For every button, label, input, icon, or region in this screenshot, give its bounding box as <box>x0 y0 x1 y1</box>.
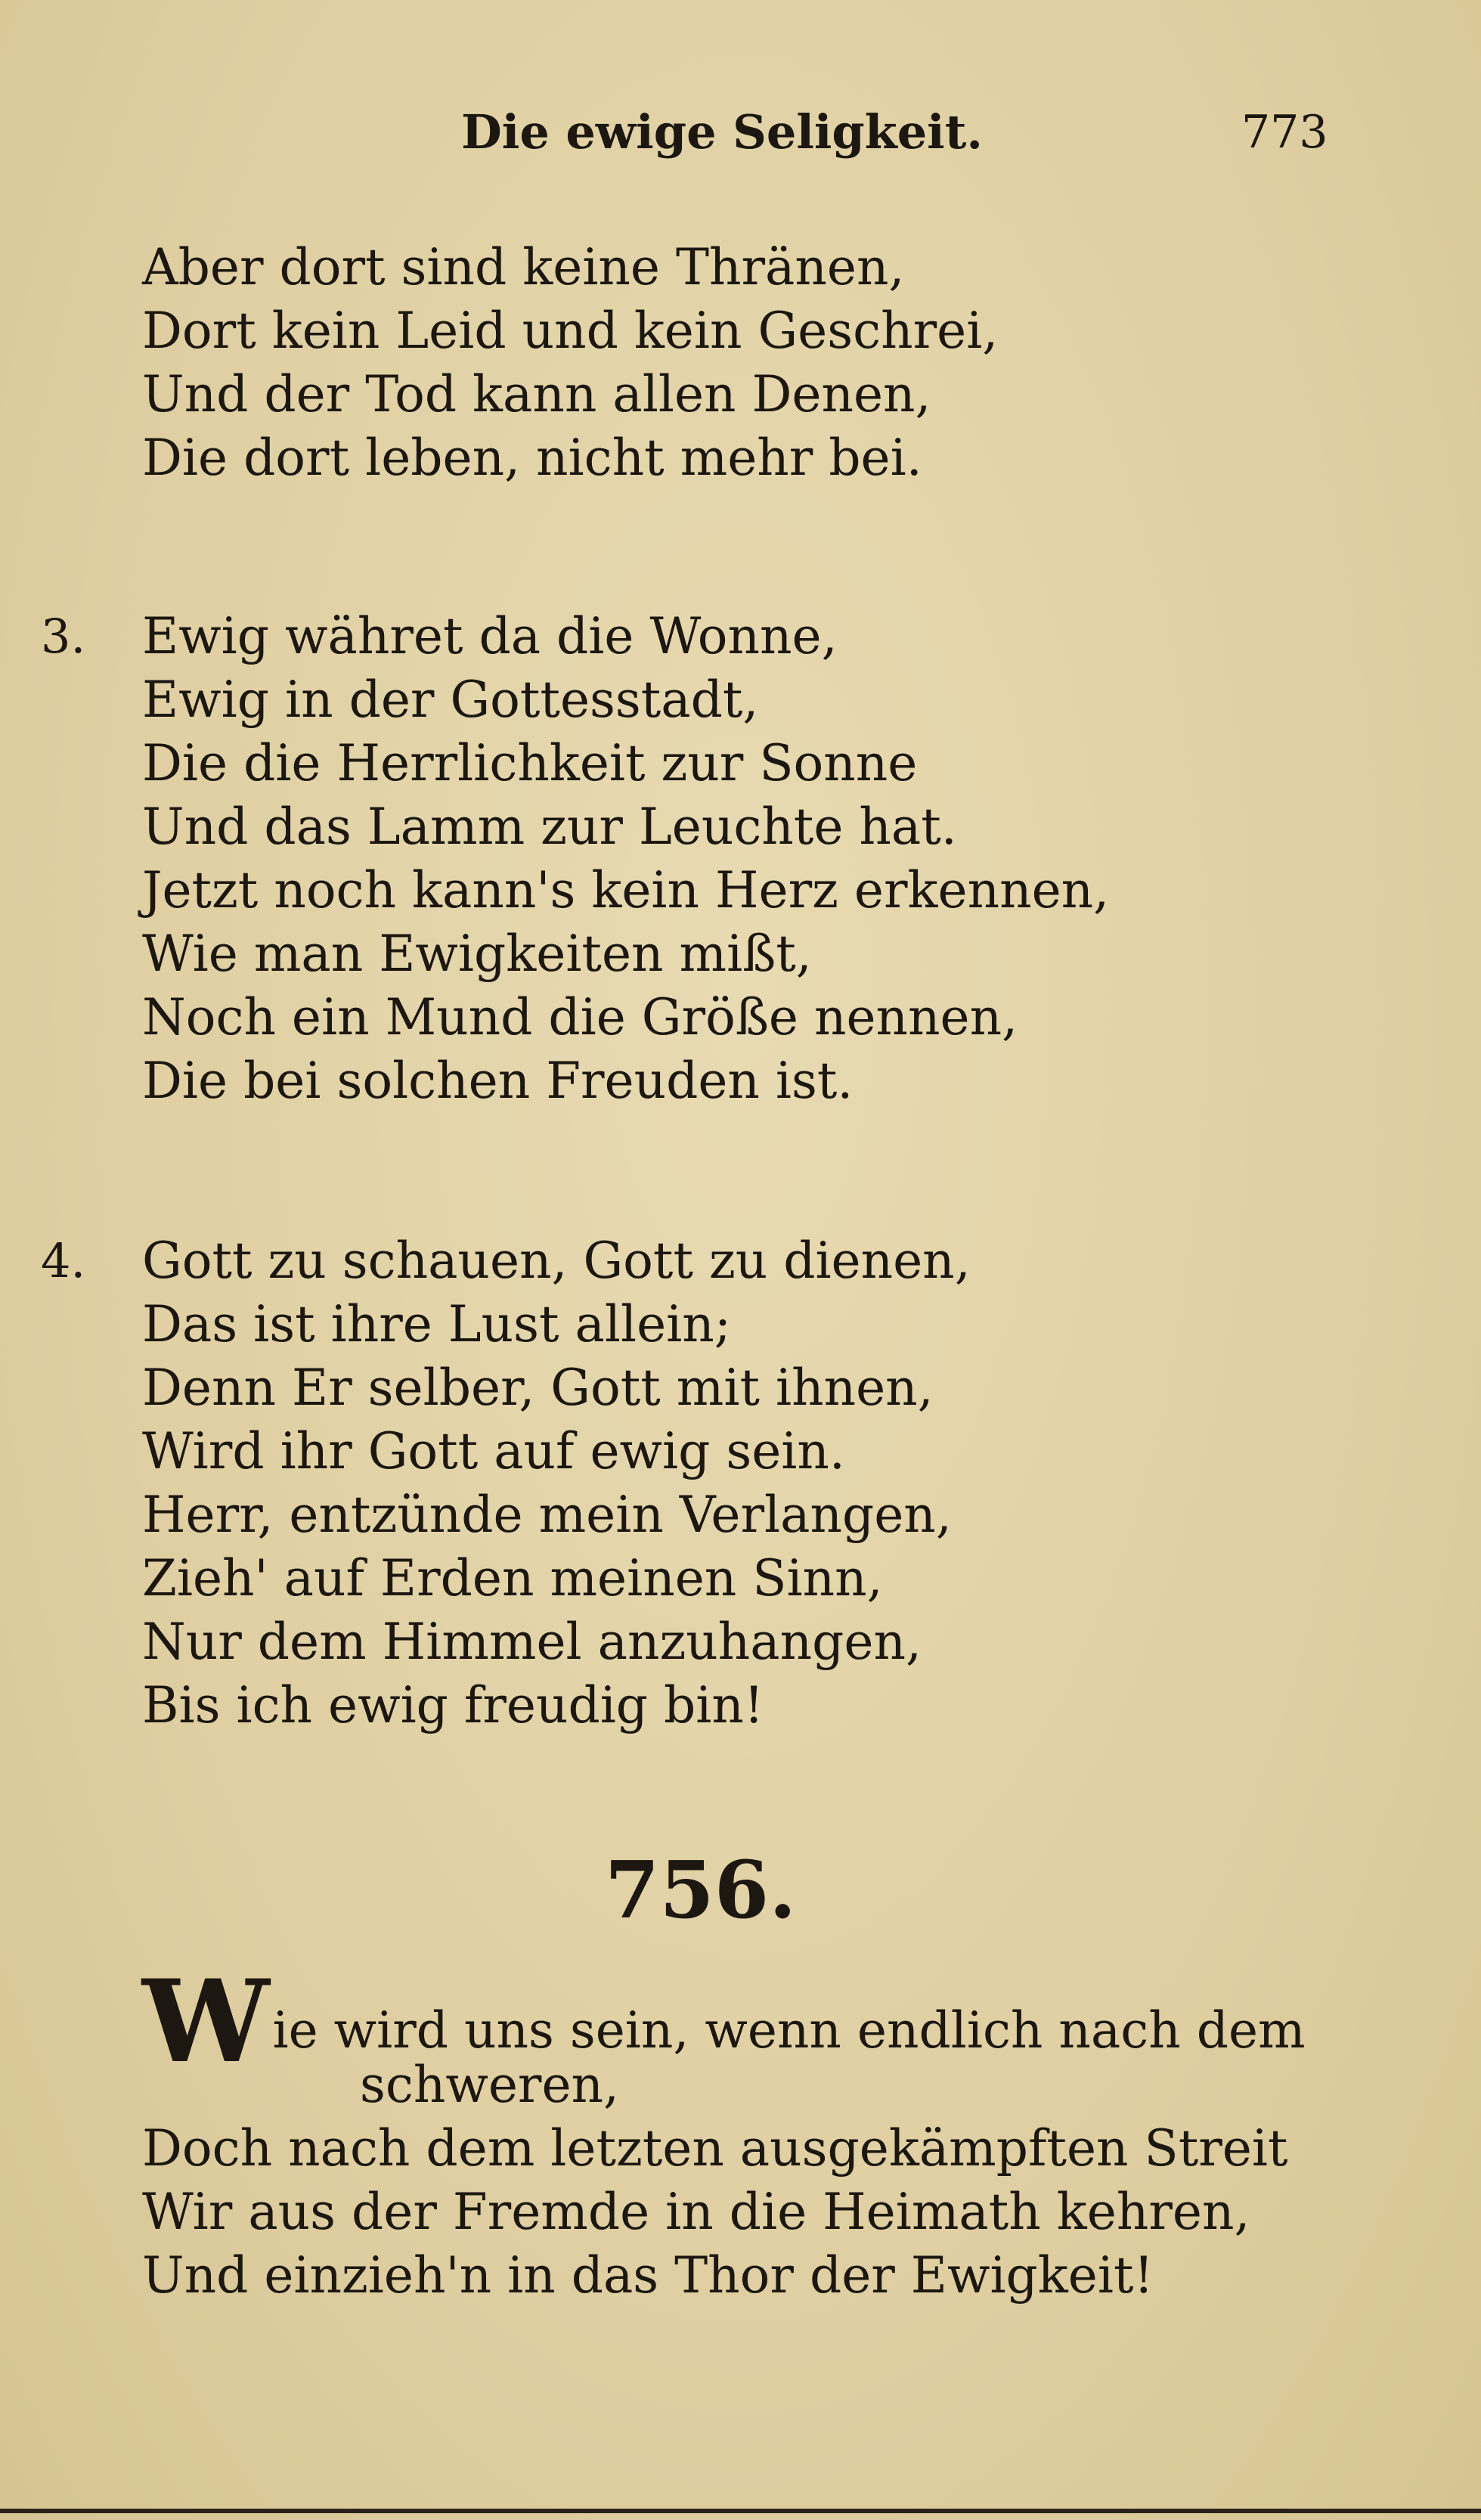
stanza-number: 3. <box>41 609 86 664</box>
stanza-number: 4. <box>41 1233 86 1288</box>
verse-line: Noch ein Mund die Größe nennen, <box>142 988 1018 1046</box>
verse-line: Nur dem Himmel anzuhangen, <box>142 1613 922 1671</box>
verse-line: Und der Tod kann allen Denen, <box>142 365 931 423</box>
verse-line: Gott zu schauen, Gott zu dienen, <box>142 1232 971 1290</box>
verse-line: Doch nach dem letzten ausgekämpften Streit <box>142 2119 1288 2177</box>
verse-line-wrap: schweren, <box>360 2056 619 2114</box>
verse-line: Und das Lamm zur Leuchte hat. <box>142 798 957 856</box>
verse-line: Wird ihr Gott auf ewig sein. <box>142 1422 845 1480</box>
hymn-number: 756. <box>605 1843 797 1936</box>
verse-line: Die bei solchen Freuden ist. <box>142 1052 854 1110</box>
verse-line: Zieh' auf Erden meinen Sinn, <box>142 1549 883 1607</box>
verse-line: Bis ich ewig freudig bin! <box>142 1676 764 1734</box>
verse-line: Denn Er selber, Gott mit ihnen, <box>142 1359 934 1417</box>
verse-line: Wir aus der Fremde in die Heimath kehren, <box>142 2183 1250 2241</box>
verse-line: Ewig in der Gottesstadt, <box>142 671 759 729</box>
verse-line: Ewig währet da die Wonne, <box>142 607 838 665</box>
page-number: 773 <box>1241 106 1328 159</box>
page-bottom-edge <box>0 2509 1481 2513</box>
running-header-title: Die ewige Seligkeit. <box>461 104 983 160</box>
verse-line: Die die Herrlichkeit zur Sonne <box>142 734 918 792</box>
drop-cap: W <box>142 1955 270 2088</box>
verse-line: Aber dort sind keine Thränen, <box>142 238 905 296</box>
verse-line: Wie man Ewigkeiten mißt, <box>142 925 812 983</box>
verse-line: Die dort leben, nicht mehr bei. <box>142 429 922 487</box>
verse-line: Und einzieh'n in das Thor der Ewigkeit! <box>142 2246 1154 2305</box>
verse-line: Herr, entzünde mein Verlangen, <box>142 1486 952 1544</box>
verse-line: Dort kein Leid und kein Geschrei, <box>142 302 999 360</box>
verse-line: Jetzt noch kann's kein Herz erkennen, <box>142 861 1110 919</box>
verse-line: Das ist ihre Lust allein; <box>142 1295 731 1353</box>
first-line-text: ie wird uns sein, wenn endlich nach dem <box>272 2001 1306 2060</box>
